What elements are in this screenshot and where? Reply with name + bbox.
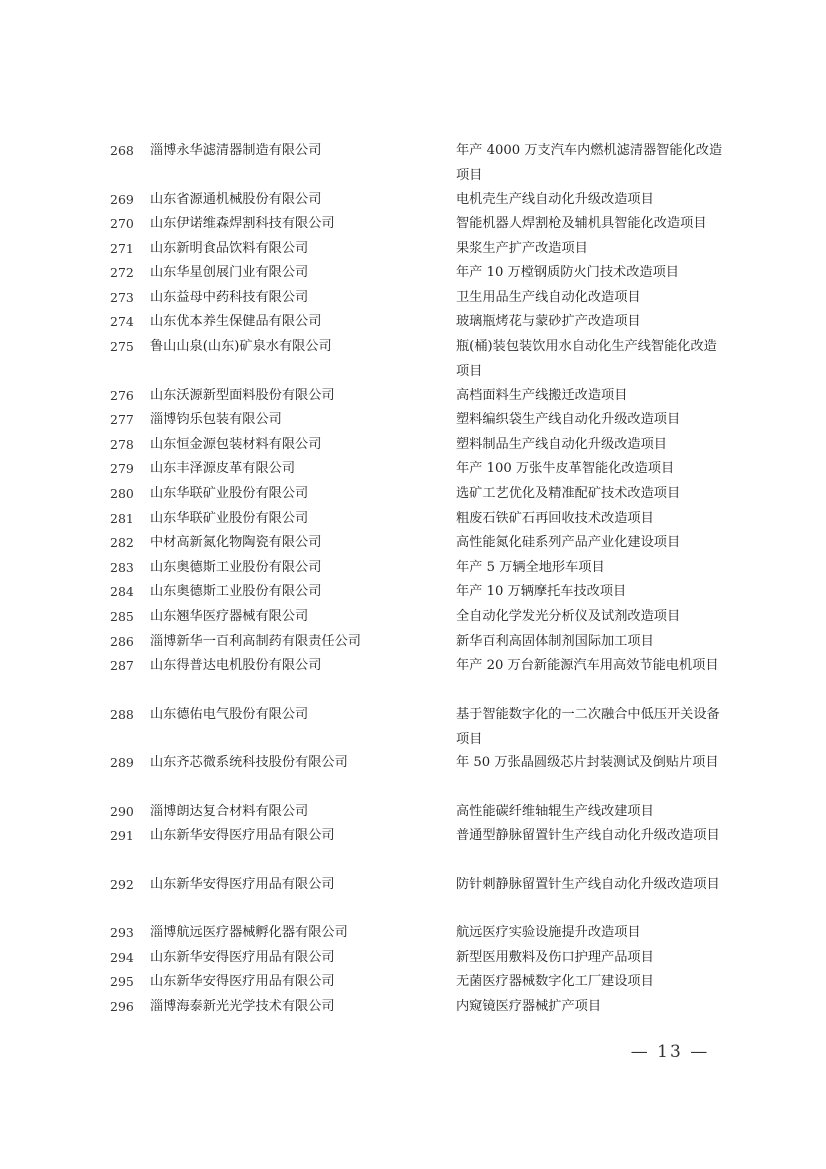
project-name: 粗废石铁矿石再回收技术改造项目: [456, 510, 654, 526]
company-name: 山东齐芯微系统科技股份有限公司: [150, 755, 348, 771]
table-row: [110, 969, 730, 994]
company-name: 淄博朗达复合材料有限公司: [150, 803, 309, 819]
row-number: 282: [110, 535, 134, 551]
project-name: 年产 100 万张牛皮革智能化改造项目: [456, 461, 675, 477]
project-name: 选矿工艺优化及精准配矿技术改造项目: [456, 485, 681, 501]
table-row: [110, 138, 730, 187]
project-name: 电机壳生产线自动化升级改造项目: [456, 191, 654, 207]
project-name: 高性能氮化硅系列产品产业化建设项目: [456, 535, 681, 551]
company-name: 山东奥德斯工业股份有限公司: [150, 584, 322, 600]
company-name: 淄博航远医疗器械孵化器有限公司: [150, 925, 348, 941]
row-number: 286: [110, 633, 134, 649]
row-number: 279: [110, 461, 134, 477]
company-name: 山东华联矿业股份有限公司: [150, 485, 309, 501]
row-number: 274: [110, 314, 134, 330]
project-table: [110, 138, 730, 1019]
table-row: [110, 872, 730, 921]
company-name: 山东优本养生保健品有限公司: [150, 314, 322, 330]
table-row: [110, 407, 730, 432]
row-number: 296: [110, 998, 134, 1014]
project-name: 玻璃瓶烤花与蒙砂扩产改造项目: [456, 314, 641, 330]
table-row: [110, 702, 730, 751]
page-number: — 13 —: [630, 1042, 710, 1062]
company-name: 山东丰泽源皮革有限公司: [150, 461, 296, 477]
project-name: 防针刺静脉留置针生产线自动化升级改造项目: [456, 876, 720, 892]
project-name: 高档面料生产线搬迁改造项目: [456, 387, 628, 403]
project-name: 年产 10 万辆摩托车技改项目: [456, 584, 627, 600]
row-number: 290: [110, 803, 134, 819]
project-name: 基于智能数字化的一二次融合中低压开关设备项目: [456, 706, 720, 747]
project-name: 果浆生产扩产改造项目: [456, 240, 588, 256]
row-number: 288: [110, 706, 134, 722]
table-row: [110, 604, 730, 629]
company-name: 山东恒金源包装材料有限公司: [150, 436, 322, 452]
company-name: 山东得普达电机股份有限公司: [150, 658, 322, 674]
company-name: 山东新华安得医疗用品有限公司: [150, 974, 335, 990]
project-name: 智能机器人焊割枪及辅机具智能化改造项目: [456, 216, 707, 232]
table-row: [110, 920, 730, 945]
company-name: 山东新华安得医疗用品有限公司: [150, 949, 335, 965]
project-name: 卫生用品生产线自动化改造项目: [456, 289, 641, 305]
row-number: 280: [110, 485, 134, 501]
row-number: 281: [110, 510, 134, 526]
project-name: 高性能碳纤维轴辊生产线改建项目: [456, 803, 654, 819]
project-name: 年产 4000 万支汽车内燃机滤清器智能化改造项目: [456, 143, 723, 183]
table-row: [110, 187, 730, 212]
table-row: [110, 799, 730, 824]
table-row: [110, 260, 730, 285]
row-number: 295: [110, 974, 134, 990]
table-row: [110, 285, 730, 310]
table-row: [110, 506, 730, 531]
company-name: 山东奥德斯工业股份有限公司: [150, 559, 322, 575]
company-name: 山东新华安得医疗用品有限公司: [150, 828, 335, 844]
table-row: [110, 334, 730, 383]
company-name: 山东华联矿业股份有限公司: [150, 510, 309, 526]
table-row: [110, 555, 730, 580]
project-name: 瓶(桶)装包装饮用水自动化生产线智能化改造项目: [456, 339, 717, 380]
table-row: [110, 653, 730, 702]
row-number: 291: [110, 828, 134, 844]
company-name: 山东伊诺维森焊割科技有限公司: [150, 216, 335, 232]
row-number: 289: [110, 755, 134, 771]
table-row: [110, 994, 730, 1019]
company-name: 山东翘华医疗器械有限公司: [150, 608, 309, 624]
company-name: 山东德佑电气股份有限公司: [150, 706, 309, 722]
row-number: 270: [110, 216, 134, 232]
row-number: 283: [110, 559, 134, 575]
company-name: 淄博永华滤清器制造有限公司: [150, 143, 322, 158]
table-row: [110, 579, 730, 604]
company-name: 山东华星创展门业有限公司: [150, 265, 309, 281]
project-name: 新华百利高固体制剂国际加工项目: [456, 633, 654, 649]
company-name: 淄博钧乐包装有限公司: [150, 412, 282, 428]
table-row: [110, 236, 730, 261]
project-name: 普通型静脉留置针生产线自动化升级改造项目: [456, 828, 720, 844]
project-name: 内窥镜医疗器械扩产项目: [456, 998, 602, 1014]
company-name: 山东新华安得医疗用品有限公司: [150, 876, 335, 892]
project-name: 无菌医疗器械数字化工厂建设项目: [456, 974, 654, 990]
row-number: 272: [110, 265, 134, 281]
row-number: 292: [110, 876, 134, 892]
table-row: [110, 432, 730, 457]
table-row: [110, 309, 730, 334]
table-row: [110, 530, 730, 555]
row-number: 287: [110, 658, 134, 674]
row-number: 293: [110, 925, 134, 941]
row-number: 284: [110, 584, 134, 600]
table-row: [110, 629, 730, 654]
table-row: [110, 945, 730, 970]
row-number: 276: [110, 387, 134, 403]
project-name: 年产 20 万台新能源汽车用高效节能电机项目: [456, 658, 719, 674]
table-row: [110, 383, 730, 408]
project-name: 航远医疗实验设施提升改造项目: [456, 925, 641, 941]
table-row: [110, 456, 730, 481]
row-number: 277: [110, 412, 134, 428]
company-name: 中材高新氮化物陶瓷有限公司: [150, 535, 322, 551]
project-name: 塑料编织袋生产线自动化升级改造项目: [456, 412, 681, 428]
row-number: 273: [110, 289, 134, 305]
company-name: 山东省源通机械股份有限公司: [150, 191, 322, 207]
row-number: 271: [110, 240, 134, 256]
table-row: [110, 750, 730, 799]
company-name: 山东沃源新型面料股份有限公司: [150, 387, 335, 403]
project-name: 年 50 万张晶圆级芯片封装测试及倒贴片项目: [456, 755, 719, 771]
table-row: [110, 211, 730, 236]
row-number: 285: [110, 608, 134, 624]
row-number: 278: [110, 436, 134, 452]
row-number: 268: [110, 143, 134, 158]
company-name: 淄博海泰新光光学技术有限公司: [150, 998, 335, 1014]
row-number: 275: [110, 339, 134, 355]
project-name: 年产 5 万辆全地形车项目: [456, 559, 605, 575]
company-name: 山东新明食品饮料有限公司: [150, 240, 309, 256]
row-number: 294: [110, 949, 134, 965]
project-name: 全自动化学发光分析仪及试剂改造项目: [456, 608, 681, 624]
company-name: 山东益母中药科技有限公司: [150, 289, 309, 305]
project-name: 新型医用敷料及伤口护理产品项目: [456, 949, 654, 965]
company-name: 鲁山山泉(山东)矿泉水有限公司: [150, 339, 332, 355]
row-number: 269: [110, 191, 134, 207]
table-row: [110, 481, 730, 506]
company-name: 淄博新华一百利高制药有限责任公司: [150, 633, 361, 649]
project-name: 塑料制品生产线自动化升级改造项目: [456, 436, 667, 452]
project-name: 年产 10 万樘钢质防火门技术改造项目: [456, 265, 679, 281]
table-row: [110, 823, 730, 872]
